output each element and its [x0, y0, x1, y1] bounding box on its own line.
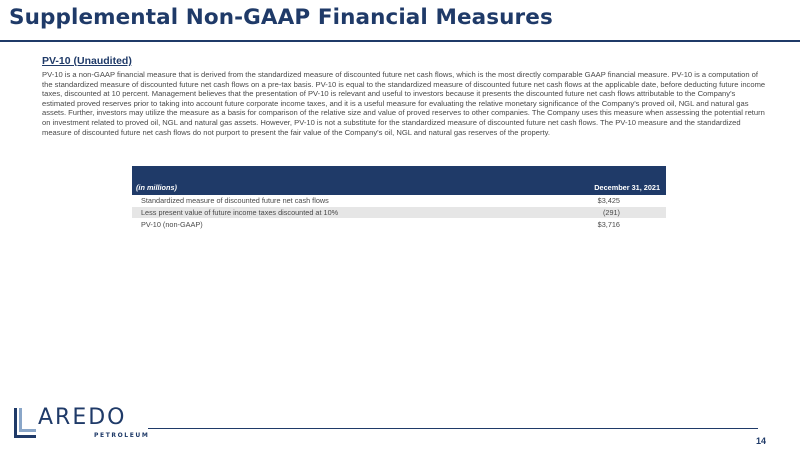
pv10-table — [132, 166, 666, 231]
table-row — [132, 195, 666, 207]
logo-l-mark-icon — [14, 406, 38, 440]
table-header-date: December 31, 2021 — [486, 166, 666, 195]
table-row — [132, 207, 666, 219]
row-value: $3,425 — [486, 195, 666, 207]
row-label: Standardized measure of discounted future net cash flows — [132, 195, 486, 207]
section-heading: PV-10 (Unaudited) — [42, 55, 132, 67]
section-body-text: PV-10 is a non-GAAP financial measure that is derived from the standardized measure of discounted future net cash flows, which is the most directly comparable GAAP financial measure. PV-10 is a computation of the standardized measure of discounted future net cash flows on a pre-tax basis. PV-10 is equal to the standardized measure of discounted future net cash flows at the applicable date, before deducting future income taxes, discounted at 10 percent. Management believes that the presentation of PV-10 is relevant and useful to investors because it presents the discounted future net cash flows attributable to the Company's estimated proved reserves prior to taking into account future corporate income taxes, and it is a useful measure for evaluating the relative monetary significance of the Company's proved oil, NGL and natural gas assets. Further, investors may utilize the measure as a basis for comparison of the relative size and value of proved reserves to other companies. The Company uses this measure when assessing the potential return on investment related to proved oil, NGL and natural gas assets. However, PV-10 is not a substitute for the standardized measure of discounted future net cash flows. The PV-10 measure and the standardized measure of discounted future net cash flows do not purport to present the fair value of the Company's oil, NGL and natural gas reserves of the property. — [42, 70, 766, 137]
title-divider — [0, 40, 800, 42]
row-label: PV-10 (non-GAAP) — [132, 219, 486, 231]
logo-subtitle: PETROLEUM — [94, 432, 150, 439]
row-value: $3,716 — [486, 219, 666, 231]
row-label: Less present value of future income taxes discounted at 10% — [132, 207, 486, 219]
slide-title: Supplemental Non-GAAP Financial Measures — [9, 5, 553, 30]
logo-wordmark: AREDO — [38, 405, 127, 430]
footer-divider — [148, 428, 758, 429]
table-row — [132, 219, 666, 231]
row-value: (291) — [486, 207, 666, 219]
table-header-row — [132, 166, 666, 195]
company-logo — [14, 405, 150, 446]
page-number: 14 — [755, 436, 766, 446]
table-header-units: (in millions) — [132, 166, 486, 195]
